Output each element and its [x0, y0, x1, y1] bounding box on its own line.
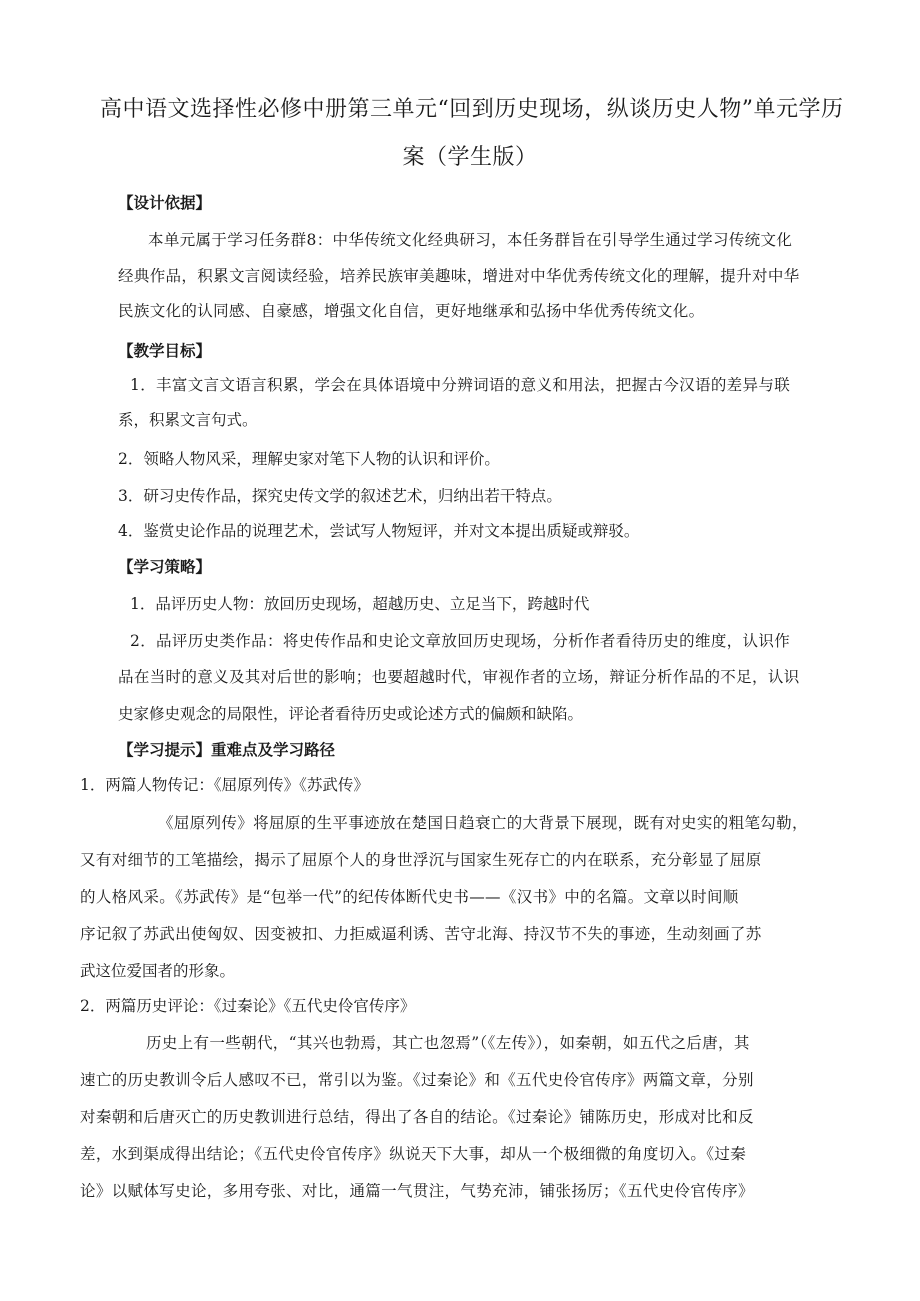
list-item: 2．领略人物风采，理解史家对笔下人物的认识和评价。 [118, 450, 500, 468]
section-item-title: 2．两篇历史评论：《过秦论》《五代史伶官传序》 [80, 997, 416, 1015]
list-item: 3．研习史传作品，探究史传文学的叙述艺术，归纳出若干特点。 [118, 487, 562, 505]
paragraph-line: 又有对细节的工笔描绘，揭示了屈原个人的身世浮沉与国家生死存亡的内在联系，充分彰显了屈原 [80, 851, 762, 869]
section-item-title: 1．两篇人物传记：《屈原列传》《苏武传》 [80, 776, 369, 794]
document-title-line-2: 案（学生版） [402, 145, 538, 170]
paragraph-line: 论》以赋体写史论，多用夸张、对比，通篇一气贯注，气势充沛，铺张扬厉；《五代史伶官传序》 [80, 1182, 754, 1200]
paragraph-line: 武这位爱国者的形象。 [80, 962, 236, 980]
heading-design-basis: 【设计依据】 [118, 194, 212, 212]
paragraph-line: 民族文化的认同感、自豪感，增强文化自信，更好地继承和弘扬中华优秀传统文化。 [118, 302, 705, 320]
list-item: 1．丰富文言文语言积累，学会在具体语境中分辨词语的意义和用法，把握古今汉语的差异与联 [130, 376, 791, 394]
paragraph-line: 差，水到渠成得出结论；《五代史伶官传序》纵说天下大事，却从一个极细微的角度切入。《过秦 [80, 1145, 747, 1163]
paragraph-line: 速亡的历史教训令后人感叹不已，常引以为鉴。《过秦论》和《五代史伶官传序》两篇文章，分别 [80, 1071, 754, 1089]
paragraph-line: 史家修史观念的局限性，评论者看待历史或论述方式的偏颇和缺陷。 [118, 705, 584, 723]
paragraph-line: 对秦朝和后唐灭亡的历史教训进行总结，得出了各自的结论。《过秦论》铺陈历史，形成对比和反 [80, 1108, 754, 1126]
paragraph-line: 的人格风采。《苏武传》是“包举一代”的纪传体断代史书——《汉书》中的名篇。文章以时间顺 [80, 888, 739, 906]
heading-learning-tips: 【学习提示】重难点及学习路径 [118, 741, 336, 759]
paragraph-line: 经典作品，积累文言阅读经验，培养民族审美趣味，增进对中华优秀传统文化的理解，提升对中华 [118, 267, 800, 285]
paragraph-line: 系，积累文言句式。 [118, 411, 258, 429]
list-item: 4．鉴赏史论作品的说理艺术，尝试写人物短评，并对文本提出质疑或辩驳。 [118, 522, 640, 540]
list-item: 1．品评历史人物：放回历史现场，超越历史、立足当下，跨越时代 [130, 595, 590, 613]
heading-teaching-goals: 【教学目标】 [118, 342, 212, 360]
paragraph-line: 本单元属于学习任务群8：中华传统文化经典研习，本任务群旨在引导学生通过学习传统文化 [148, 231, 793, 249]
paragraph-line: 序记叙了苏武出使匈奴、因变被扣、力拒威逼利诱、苦守北海、持汉节不失的事迹，生动刻画了苏 [80, 925, 762, 943]
paragraph-line: 品在当时的意义及其对后世的影响；也要超越时代，审视作者的立场，辩证分析作品的不足，认识 [118, 668, 800, 686]
paragraph-line: 《屈原列传》将屈原的生平事迹放在楚国日趋衰亡的大背景下展现，既有对史实的粗笔勾勒， [158, 814, 808, 832]
paragraph-line: 历史上有一些朝代，“其兴也勃焉，其亡也忽焉”（《左传》），如秦朝，如五代之后唐，其 [146, 1034, 750, 1052]
heading-learning-strategy: 【学习策略】 [118, 558, 212, 576]
list-item: 2．品评历史类作品：将史传作品和史论文章放回历史现场，分析作者看待历史的维度，认识作 [130, 632, 791, 650]
document-title-line-1: 高中语文选择性必修中册第三单元“回到历史现场，纵谈历史人物”单元学历 [100, 97, 844, 122]
